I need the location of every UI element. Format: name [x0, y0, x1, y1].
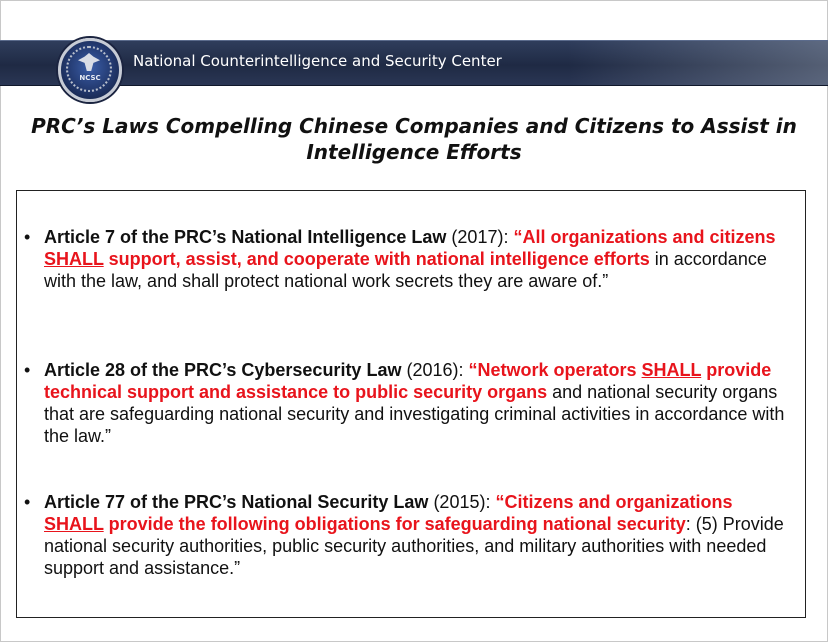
law-year: (2016):: [401, 360, 469, 380]
seal-abbreviation: NCSC: [79, 74, 101, 82]
quote-emphasis: support, assist, and cooperate with national intelligence efforts: [103, 249, 650, 269]
bullet: •: [24, 492, 31, 512]
quote-emphasis: “All organizations and citizens: [513, 227, 776, 247]
law-item-text: [44, 491, 794, 579]
law-year: (2015):: [428, 492, 496, 512]
organization-name: National Counterintelligence and Security Center: [133, 52, 502, 70]
quote-rest: : (5) Provide national security authorities, public security authorities, and military authorities with needed support and assistance.”: [44, 514, 784, 578]
law-name: Article 7 of the PRC’s National Intelligence Law: [44, 227, 447, 247]
bullet: •: [24, 360, 31, 380]
quote-rest: in accordance with the law, and shall protect national work secrets they are aware of.”: [44, 249, 767, 291]
shall-emphasis: SHALL: [44, 249, 104, 269]
quote-emphasis: provide the following obligations for safeguarding national security: [103, 514, 686, 534]
law-item-cybersecurity: [24, 359, 794, 447]
shall-emphasis: SHALL: [44, 514, 104, 534]
quote-emphasis: “Network operators: [468, 360, 642, 380]
law-item-national-security: [24, 491, 794, 579]
shall-emphasis: SHALL: [641, 360, 702, 380]
quote-emphasis: “Citizens and organizations: [495, 492, 733, 512]
quote-rest: and national security organs that are safeguarding national security and investigating criminal activities in accordance with the law.”: [44, 382, 785, 446]
law-item-text: [44, 226, 794, 292]
law-year: (2017):: [446, 227, 514, 247]
ncsc-seal-logo: [58, 38, 122, 102]
law-name: Article 77 of the PRC’s National Security Law: [44, 492, 429, 512]
law-item-intelligence: [24, 226, 794, 292]
title-line-2: Intelligence Efforts: [306, 140, 522, 164]
title-line-1: PRC’s Laws Compelling Chinese Companies and Citizens to Assist in: [31, 114, 797, 138]
slide-title: [20, 113, 808, 165]
bullet: •: [24, 227, 31, 247]
quote-emphasis: provide technical support and assistance to public security organs: [44, 360, 772, 402]
law-name: Article 28 of the PRC’s Cybersecurity Law: [44, 360, 402, 380]
law-item-text: [44, 359, 794, 447]
